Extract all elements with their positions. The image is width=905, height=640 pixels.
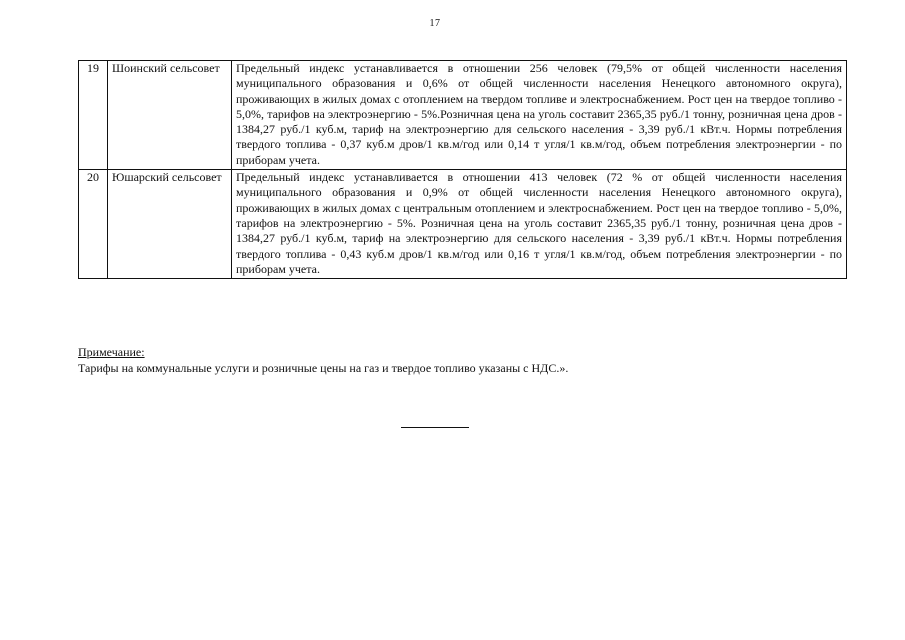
note-title: Примечание: — [78, 345, 145, 359]
table-row — [79, 61, 847, 170]
row-description: Предельный индекс устанавливается в отношении 413 человек (72 % от общей численности населения муниципального образования и 0,9% от общей численности населения Ненецкого автономного округа), проживающих в жилых домах с центральным отоплением и электроснабжением. Рост цен на твердое топливо - 5,0%, тарифов на электроэнергию - 5%. Розничная цена на уголь составит 2365,35 руб./1 тонну, розничная цена дров - 1384,27 руб./1 куб.м, тариф на электроэнергию для сельского населения - 3,39 руб./1 кВт.ч. Нормы потребления твердого топлива - 0,43 куб.м дров/1 кв.м/год или 0,16 т угля/1 кв.м/год, объем потребления электроэнергии - по приборам учета. — [232, 170, 847, 279]
tariff-table — [78, 60, 847, 279]
end-divider — [401, 427, 469, 428]
municipality-name: Юшарский сельсовет — [108, 170, 232, 279]
note-text: Тарифы на коммунальные услуги и розничные цены на газ и твердое топливо указаны с НДС.». — [78, 360, 569, 375]
page-number: 17 — [429, 18, 441, 29]
row-number: 20 — [79, 170, 108, 279]
municipality-name: Шоинский сельсовет — [108, 61, 232, 170]
row-number: 19 — [79, 61, 108, 170]
note-block — [78, 345, 568, 376]
row-description: Предельный индекс устанавливается в отношении 256 человек (79,5% от общей численности населения муниципального образования и 0,6% от общей численности населения Ненецкого автономного округа), проживающих в жилых домах с отоплением на твердом топливе и электроснабжением. Рост цен на твердое топливо - 5,0%, тарифов на электроэнергию - 5%.Розничная цена на уголь составит 2365,35 руб./1 тонну, розничная цена дров - 1384,27 руб./1 куб.м, тариф на электроэнергию для сельского населения - 3,39 руб./1 кВт.ч. Нормы потребления твердого топлива - 0,37 куб.м дров/1 кв.м/год или 0,14 т угля/1 кв.м/год, объем потребления электроэнергии - по приборам учета. — [232, 61, 847, 170]
table-row — [79, 170, 847, 279]
